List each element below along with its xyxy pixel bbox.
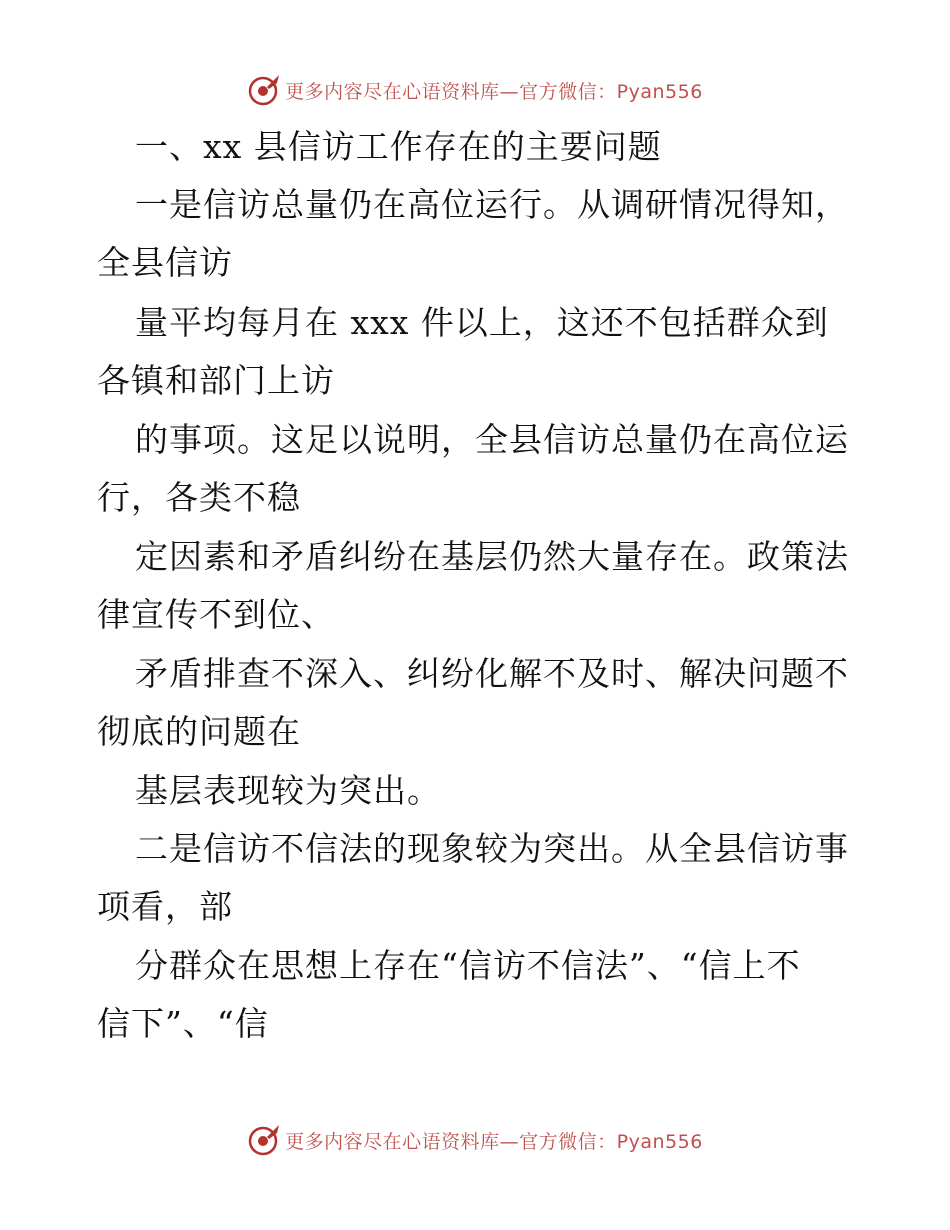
paragraph-line: 一是信访总量仍在高位运行。从调研情况得知， [135,185,849,224]
paragraph-line: 行，各类不稳 [97,478,301,517]
section-heading: 一、xx 县信访工作存在的主要问题 [135,127,662,166]
quill-logo-icon [247,1123,281,1157]
paragraph-line: 律宣传不到位、 [97,595,335,634]
paragraph-line: 全县信访 [97,243,233,282]
header-banner-text: 更多内容尽在心语资料库—官方微信：Pyan556 [285,80,703,103]
paragraph-line: 定因素和矛盾纠纷在基层仍然大量存在。政策法 [135,537,849,576]
paragraph-line: 分群众在思想上存在“信访不信法”、“信上不 [135,946,801,985]
paragraph-line: 彻底的问题在 [97,712,301,751]
paragraph-line: 项看，部 [97,887,233,926]
paragraph-line: 的事项。这足以说明，全县信访总量仍在高位运 [135,420,849,459]
paragraph-line: 信下”、“信 [97,1004,269,1043]
paragraph-line: 矛盾排查不深入、纠纷化解不及时、解决问题不 [135,654,849,693]
paragraph-line: 各镇和部门上访 [97,361,335,400]
paragraph-line: 二是信访不信法的现象较为突出。从全县信访事 [135,829,849,868]
footer-banner [0,1120,950,1160]
paragraph-line: 基层表现较为突出。 [135,771,441,810]
paragraph-line: 量平均每月在 xxx 件以上，这还不包括群众到 [135,303,829,342]
footer-banner-text: 更多内容尽在心语资料库—官方微信：Pyan556 [285,1130,703,1153]
